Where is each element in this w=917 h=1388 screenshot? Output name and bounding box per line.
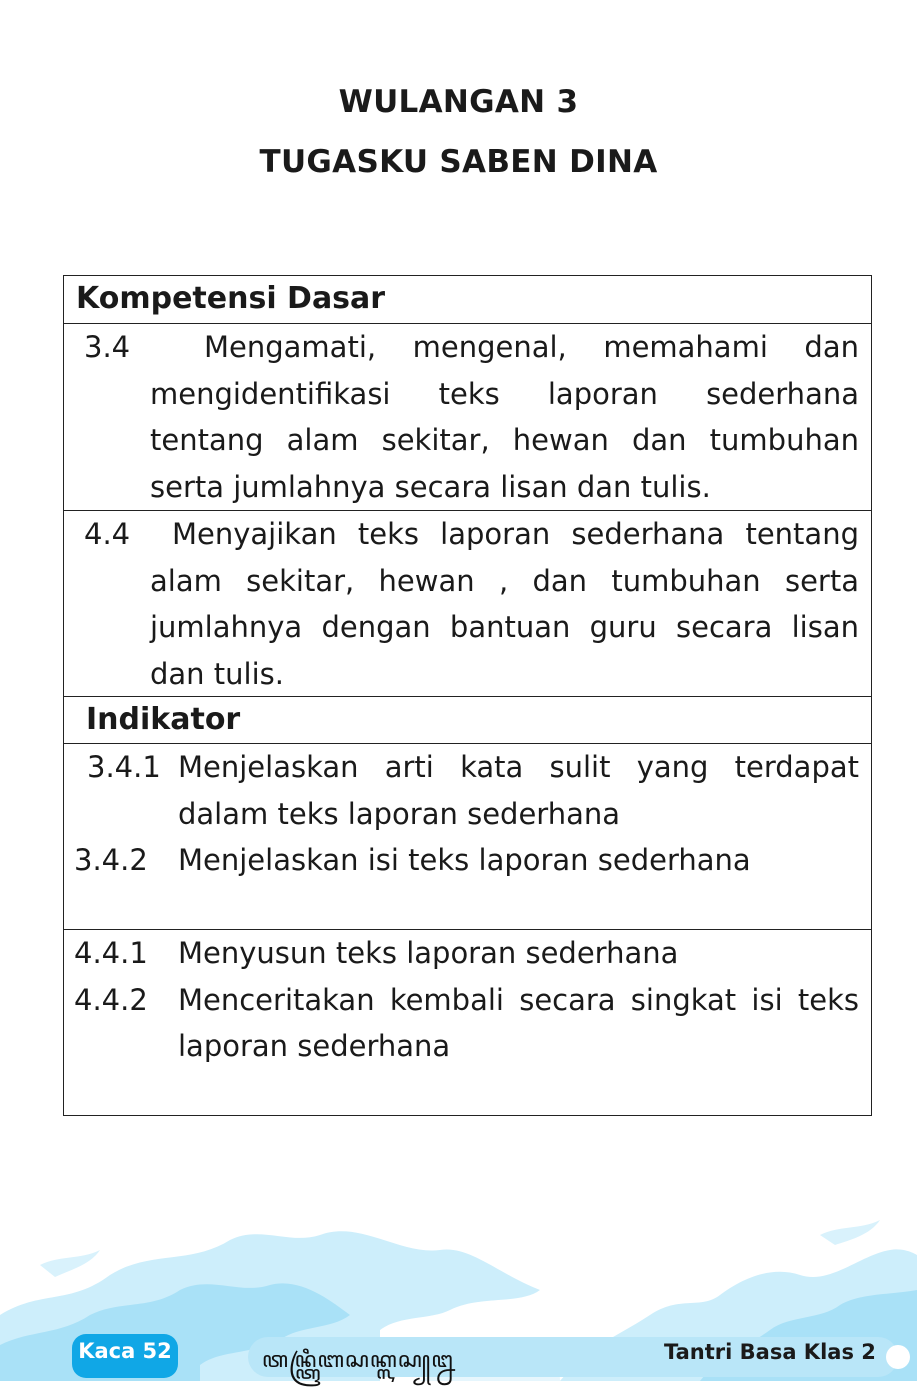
kd-text: Menyajikan teks laporan sederhana tentang alam sekitar, hewan , dan tumbuhan serta jumlahnya dengan bantuan guru secara lisan dan tulis. bbox=[150, 517, 859, 691]
list-item bbox=[64, 837, 871, 884]
kompetensi-heading-row bbox=[64, 276, 871, 323]
list-item bbox=[64, 744, 871, 837]
indikator-number: 3.4.2 bbox=[74, 843, 148, 877]
javanese-script-text: ꦠꦤ꧀ꦠꦿꦶꦧꦱꦏ꧀ꦭꦱ꧀꧒ bbox=[262, 1348, 454, 1373]
list-item bbox=[64, 511, 871, 697]
kd-text: Mengamati, mengenal, memahami dan mengidentifikasi teks laporan sederhana tentang alam sekitar, hewan dan tumbuhan serta jumlahnya secara lisan dan tulis. bbox=[150, 330, 859, 504]
list-item bbox=[64, 977, 871, 1070]
footer-dot bbox=[886, 1345, 910, 1369]
indikator-number: 3.4.1 bbox=[87, 750, 161, 784]
indikator-number: 4.4.1 bbox=[74, 936, 148, 970]
kd-number: 4.4 bbox=[84, 517, 131, 551]
kd-row bbox=[64, 323, 871, 510]
indikator-row bbox=[64, 929, 871, 1115]
competency-table bbox=[63, 275, 872, 1116]
chapter-subtitle: TUGASKU SABEN DINA bbox=[259, 144, 658, 180]
indikator-heading-row bbox=[64, 696, 871, 743]
indikator-text: Menyusun teks laporan sederhana bbox=[178, 936, 679, 970]
book-title: Tantri Basa Klas 2 bbox=[664, 1340, 876, 1364]
indikator-heading: Indikator bbox=[86, 702, 241, 737]
indikator-number: 4.4.2 bbox=[74, 982, 148, 1017]
kompetensi-heading: Kompetensi Dasar bbox=[76, 281, 386, 316]
indikator-text: Menceritakan kembali secara singkat isi teks laporan sederhana bbox=[178, 982, 859, 1063]
kd-number: 3.4 bbox=[84, 330, 131, 364]
list-item bbox=[64, 930, 871, 977]
indikator-row bbox=[64, 743, 871, 929]
indikator-text: Menjelaskan arti kata sulit yang terdapat dalam teks laporan sederhana bbox=[178, 750, 859, 831]
chapter-title: WULANGAN 3 bbox=[338, 84, 579, 120]
indikator-text: Menjelaskan isi teks laporan sederhana bbox=[178, 843, 751, 877]
list-item bbox=[64, 324, 871, 510]
page-number-badge: Kaca 52 bbox=[72, 1334, 178, 1378]
kd-row bbox=[64, 510, 871, 696]
